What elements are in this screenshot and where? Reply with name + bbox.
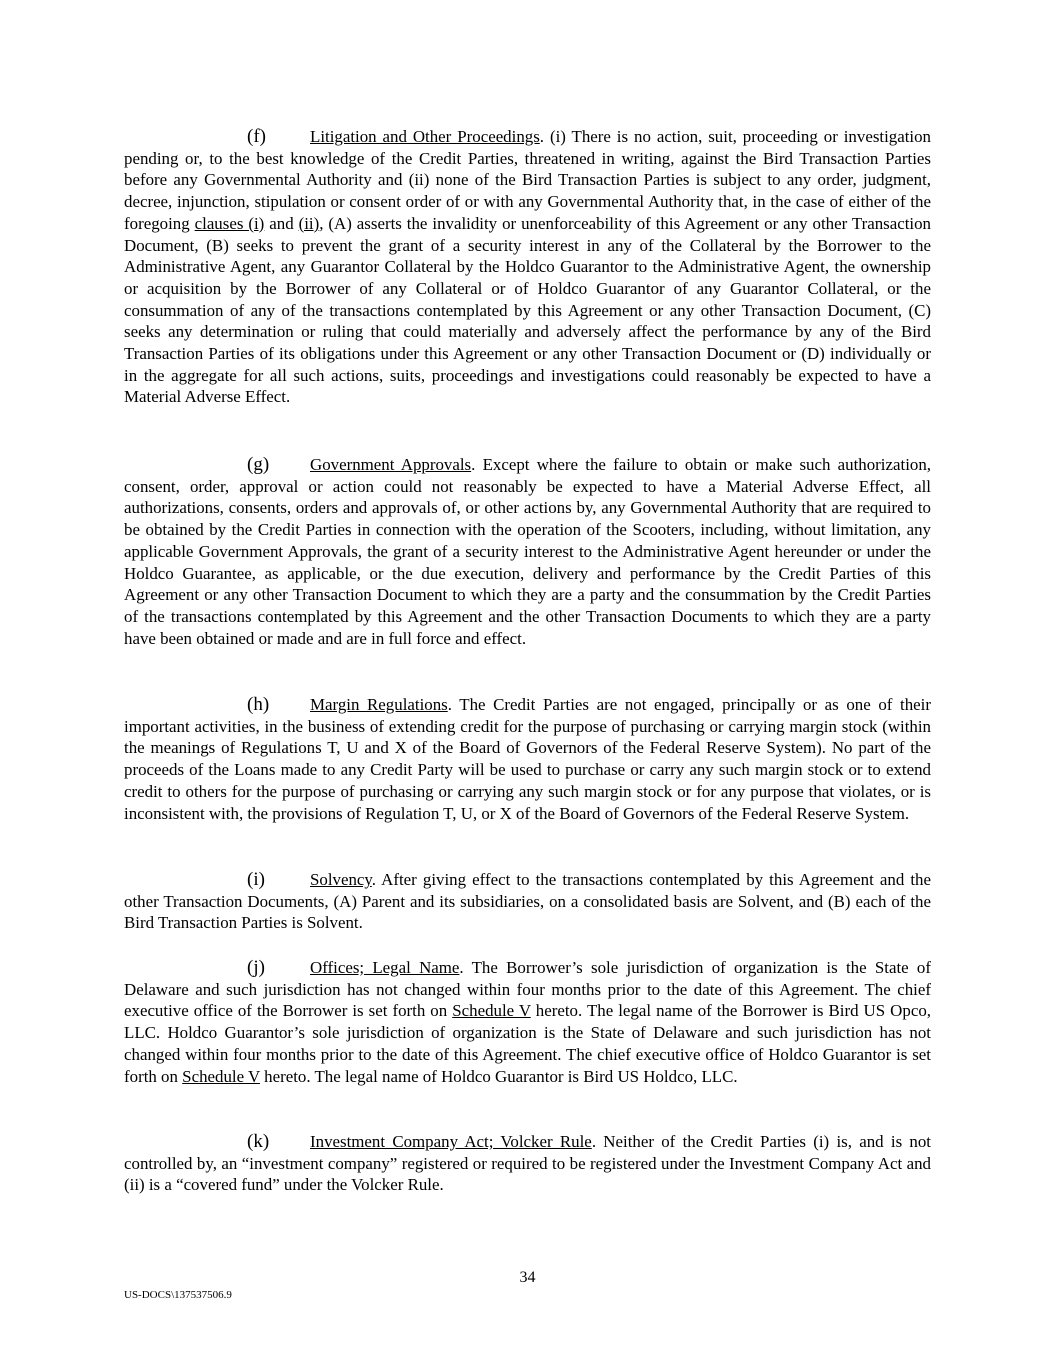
paragraph-text: . (i) There is no action, suit, proceeding or investigation pending or, to the best knowledge of the Credit Parties, threatened in writing, against the Bird Transaction Parties before any Governmental Authority and (ii) none of the Bird Transaction Parties is subject to any order, judgment, decree, injunction, stipulation or consent order of or with any Governmental Authority that, in the case of either of the foregoing: [124, 127, 931, 233]
paragraph-marker: (f): [247, 126, 266, 147]
paragraph-text: . The Borrower’s sole jurisdiction of organization is the State of Delaware and such jurisdiction has not changed within four months prior to the date of this Agreement. The chief executive office of the Borrower is set forth on: [124, 958, 931, 1021]
section-heading: Margin Regulations: [310, 695, 448, 714]
page-number: 34: [519, 1269, 536, 1286]
section-heading: Offices; Legal Name: [310, 958, 460, 977]
paragraph-text: . Except where the failure to obtain or make such authorization, consent, order, approval or action could not reasonably be expected to have a Material Adverse Effect, all authorizations, consents, orders and approvals of, or other actions by, any Governmental Authority that are required to be obtained by the Credit Parties in connection with the operation of the Scooters, including, without limitation, any applicable Government Approvals, the grant of a security interest to the Administrative Agent hereunder or under the Holdco Guarantee, as applicable, or the due execution, delivery and performance by the Credit Parties of this Agreement or any other Transaction Document to which they are a party and the consummation by the Credit Parties of the transactions contemplated by this Agreement and the other Transaction Documents to which they are a party have been obtained or made and are in full force and effect.: [124, 455, 931, 648]
section-heading: Government Approvals: [310, 455, 472, 474]
section-heading: Solvency: [310, 870, 372, 889]
paragraph-g: [124, 454, 931, 649]
paragraph-h: [124, 694, 931, 824]
document-id: US-DOCS\137537506.9: [124, 1289, 232, 1301]
paragraph-text: hereto. The legal name of the Borrower is Bird US Opco, LLC. Holdco Guarantor’s sole jurisdiction of organization is the State of Delaware and such jurisdiction has not changed within four months prior to the date of this Agreement. The chief executive office of Holdco Guarantor is set forth on: [124, 1001, 931, 1086]
clause-reference: clauses (i): [194, 213, 265, 233]
paragraph-marker: (i): [247, 869, 265, 890]
paragraph-text: . The Credit Parties are not engaged, principally or as one of their important activities, in the business of extending credit for the purpose of purchasing or carrying margin stock (within the meanings of Regulations T, U and X of the Board of Governors of the Federal Reserve System). No part of the proceeds of the Loans made to any Credit Party will be used to purchase or carry any such margin stock or to extend credit to others for the purpose of purchasing or carrying any such margin stock or for any purpose that violates, or is inconsistent with, the provisions of Regulation T, U, or X of the Board of Governors of the Federal Reserve System.: [124, 695, 931, 823]
paragraph-i: [124, 869, 931, 934]
paragraph-text: hereto. The legal name of Holdco Guarantor is Bird US Holdco, LLC.: [259, 1066, 738, 1086]
schedule-reference: Schedule V: [452, 1001, 531, 1021]
paragraph-text: . After giving effect to the transactions contemplated by this Agreement and the other Transaction Documents, (A) Parent and its subsidiaries, on a consolidated basis are Solvent, and (B) each of the Bird Transaction Parties is Solvent.: [124, 870, 931, 933]
paragraph-marker: (j): [247, 957, 265, 978]
paragraph-marker: (k): [247, 1131, 270, 1152]
paragraph-f: [124, 126, 931, 408]
section-heading: Litigation and Other Proceedings: [310, 127, 540, 146]
paragraph-j: [124, 957, 931, 1087]
paragraph-marker: (g): [247, 454, 270, 475]
clause-reference: (ii): [298, 213, 320, 233]
paragraph-text: . Neither of the Credit Parties (i) is, and is not controlled by, an “investment company” registered or required to be registered under the Investment Company Act and (ii) is a “covered fund” under the Volcker Rule.: [124, 1132, 931, 1195]
paragraph-k: [124, 1131, 931, 1196]
paragraph-text: , (A) asserts the invalidity or unenforceability of this Agreement or any other Transaction Document, (B) seeks to prevent the grant of a security interest in any of the Collateral by the Borrower to the Administrative Agent, any Guarantor Collateral by the Holdco Guarantor to the Administrative Agent, the ownership or acquisition by the Borrower of any Collateral or of Holdco Guarantor of any Guarantor Collateral, or the consummation of any of the transactions contemplated by this Agreement or any other Transaction Document, (C) seeks any determination or ruling that could materially and adversely affect the performance by any of the Bird Transaction Parties of its obligations under this Agreement or any other Transaction Document or (D) individually or in the aggregate for all such actions, suits, proceedings and investigations could reasonably be expected to have a Material Adverse Effect.: [124, 213, 931, 407]
schedule-reference: Schedule V: [182, 1066, 260, 1086]
paragraph-text: and: [264, 213, 299, 233]
paragraph-marker: (h): [247, 694, 270, 715]
section-heading: Investment Company Act; Volcker Rule: [310, 1132, 592, 1151]
